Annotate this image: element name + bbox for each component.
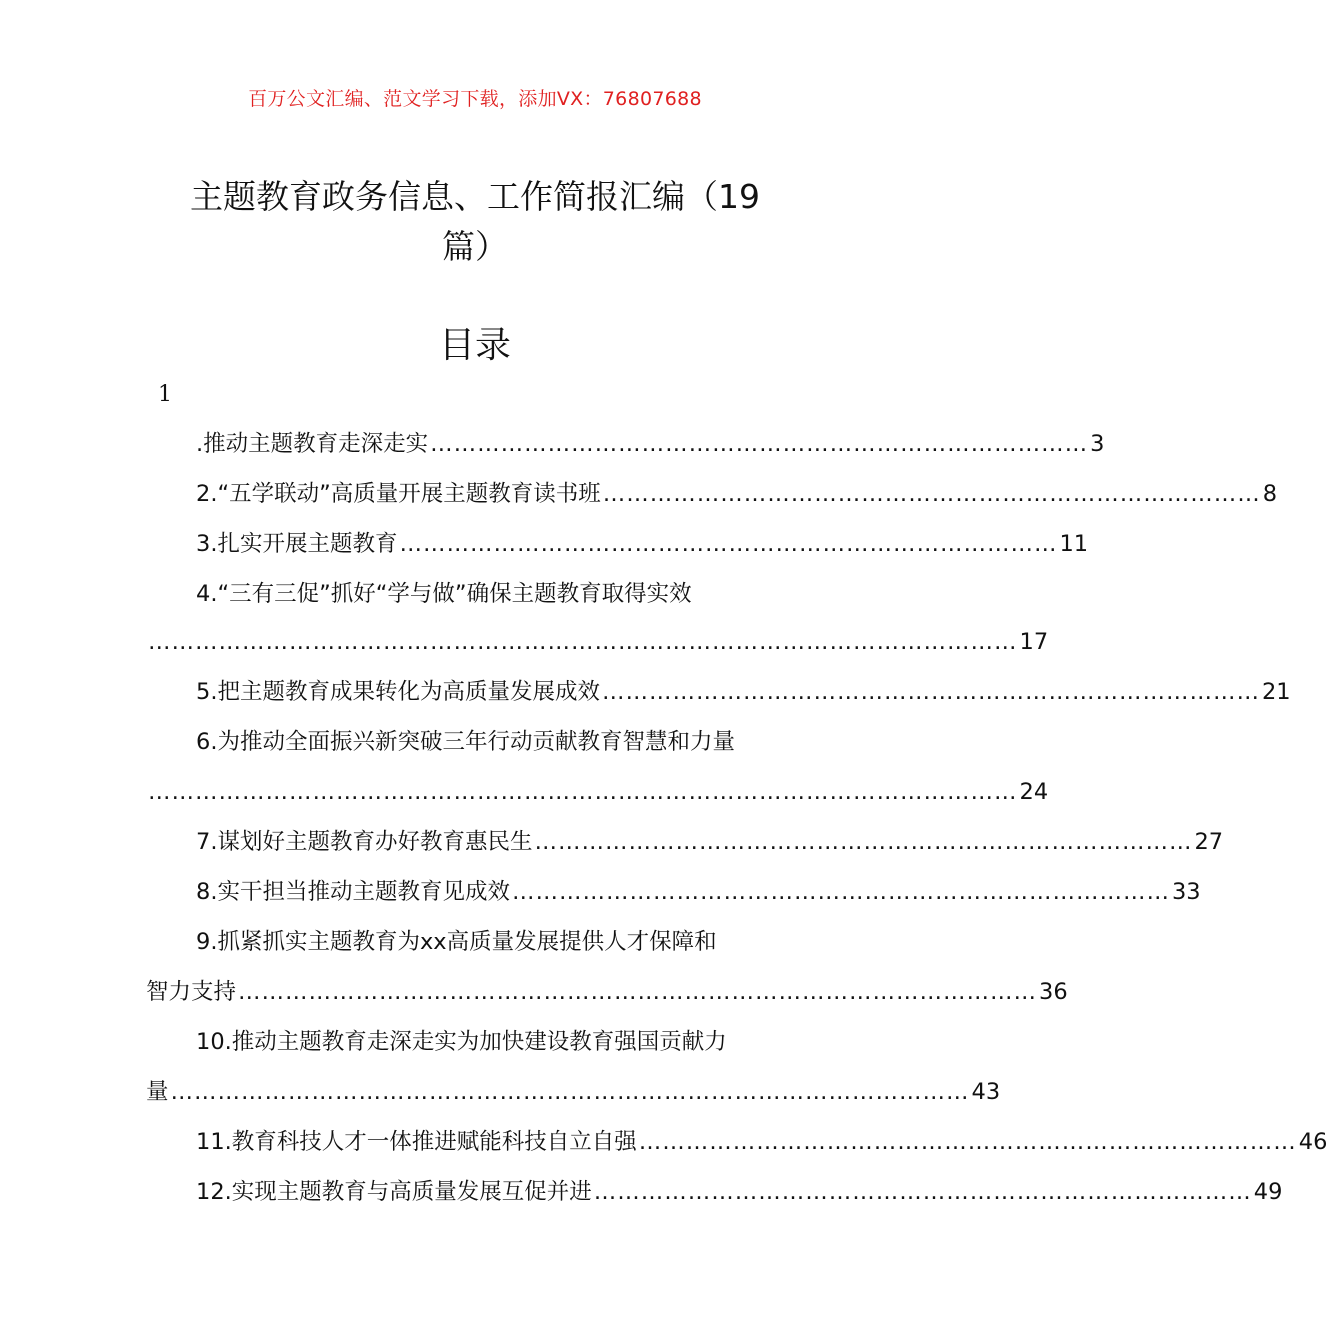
- toc-entry-text-cont: 量: [146, 1079, 169, 1105]
- toc-entry-text: 11.教育科技人才一体推进赋能科技自立自强: [196, 1129, 637, 1155]
- toc-entry-9[interactable]: [196, 924, 806, 960]
- toc-entry-page: 11: [1059, 531, 1089, 557]
- toc-entry-4-cont[interactable]: [146, 624, 1049, 660]
- toc-entry-2[interactable]: [196, 476, 1278, 512]
- toc-entry-11[interactable]: [196, 1124, 1327, 1160]
- toc-entry-text: 10.推动主题教育走深走实为加快建设教育强国贡献力: [196, 1029, 727, 1055]
- title-line-2: 篇）: [442, 227, 508, 266]
- toc-leader-dots: …………………………………………………………………………………………: [238, 979, 1038, 1005]
- toc-leader-dots: …………………………………………………………………………………………………: [148, 629, 1018, 655]
- toc-entry-text-cont: 智力支持: [146, 979, 237, 1005]
- toc-entry-page: 21: [1261, 679, 1291, 705]
- toc-entry-10[interactable]: [196, 1024, 806, 1060]
- stray-page-number: 1: [158, 382, 172, 407]
- promo-banner: 百万公文汇编、范文学习下载，添加VX：76807688: [248, 88, 702, 110]
- toc-heading: 目录: [438, 325, 511, 366]
- toc-entry-4[interactable]: [196, 576, 806, 612]
- toc-entry-text: .推动主题教育走深走实: [196, 431, 429, 457]
- toc-entry-5[interactable]: [196, 674, 1291, 710]
- toc-leader-dots: …………………………………………………………………………………………………: [148, 779, 1018, 805]
- toc-entry-text: 4.“三有三促”抓好“学与做”确保主题教育取得实效: [196, 581, 692, 607]
- toc-entry-page: 17: [1019, 629, 1049, 655]
- toc-entry-page: 43: [971, 1079, 1001, 1105]
- toc-entry-page: 49: [1253, 1179, 1283, 1205]
- toc-leader-dots: …………………………………………………………………………: [602, 481, 1261, 507]
- toc-leader-dots: …………………………………………………………………………: [399, 531, 1058, 557]
- toc-entry-text: 12.实现主题教育与高质量发展互促并进: [196, 1179, 592, 1205]
- toc-leader-dots: …………………………………………………………………………: [430, 431, 1089, 457]
- toc-entry-10-cont[interactable]: [146, 1074, 1001, 1110]
- toc-entry-6[interactable]: [196, 724, 806, 760]
- toc-entry-page: 24: [1019, 779, 1049, 805]
- toc-leader-dots: …………………………………………………………………………: [638, 1129, 1297, 1155]
- toc-entry-page: 36: [1039, 979, 1068, 1005]
- toc-entry-text: 3.扎实开展主题教育: [196, 531, 398, 557]
- toc-leader-dots: …………………………………………………………………………: [511, 879, 1170, 905]
- toc-entry-page: 27: [1194, 829, 1224, 855]
- toc-leader-dots: …………………………………………………………………………………………: [170, 1079, 970, 1105]
- toc-entry-8[interactable]: [196, 874, 1201, 910]
- toc-entry-page: 33: [1171, 879, 1201, 905]
- toc-entry-3[interactable]: [196, 526, 1089, 562]
- toc-entry-page: 46: [1298, 1129, 1327, 1155]
- toc-entry-6-cont[interactable]: [146, 774, 1049, 810]
- toc-entry-text: 2.“五学联动”高质量开展主题教育读书班: [196, 481, 601, 507]
- toc-entry-12[interactable]: [196, 1174, 1283, 1210]
- toc-entry-page: 8: [1262, 481, 1278, 507]
- toc-entry-1[interactable]: [196, 426, 1105, 462]
- title-line-1: 主题教育政务信息、工作简报汇编（19: [190, 177, 760, 216]
- toc-leader-dots: …………………………………………………………………………: [601, 679, 1260, 705]
- toc-entry-page: 3: [1090, 431, 1105, 457]
- toc-entry-text: 5.把主题教育成果转化为高质量发展成效: [196, 679, 600, 705]
- toc-entry-9-cont[interactable]: [146, 974, 1068, 1010]
- toc-entry-text: 6.为推动全面振兴新突破三年行动贡献教育智慧和力量: [196, 729, 735, 755]
- toc-leader-dots: …………………………………………………………………………: [534, 829, 1193, 855]
- toc-entry-7[interactable]: [196, 824, 1224, 860]
- toc-entry-text: 8.实干担当推动主题教育见成效: [196, 879, 510, 905]
- document-title: [160, 172, 790, 272]
- toc-entry-text: 7.谋划好主题教育办好教育惠民生: [196, 829, 533, 855]
- toc-leader-dots: …………………………………………………………………………: [593, 1179, 1252, 1205]
- toc-entry-text: 9.抓紧抓实主题教育为xx高质量发展提供人才保障和: [196, 929, 717, 955]
